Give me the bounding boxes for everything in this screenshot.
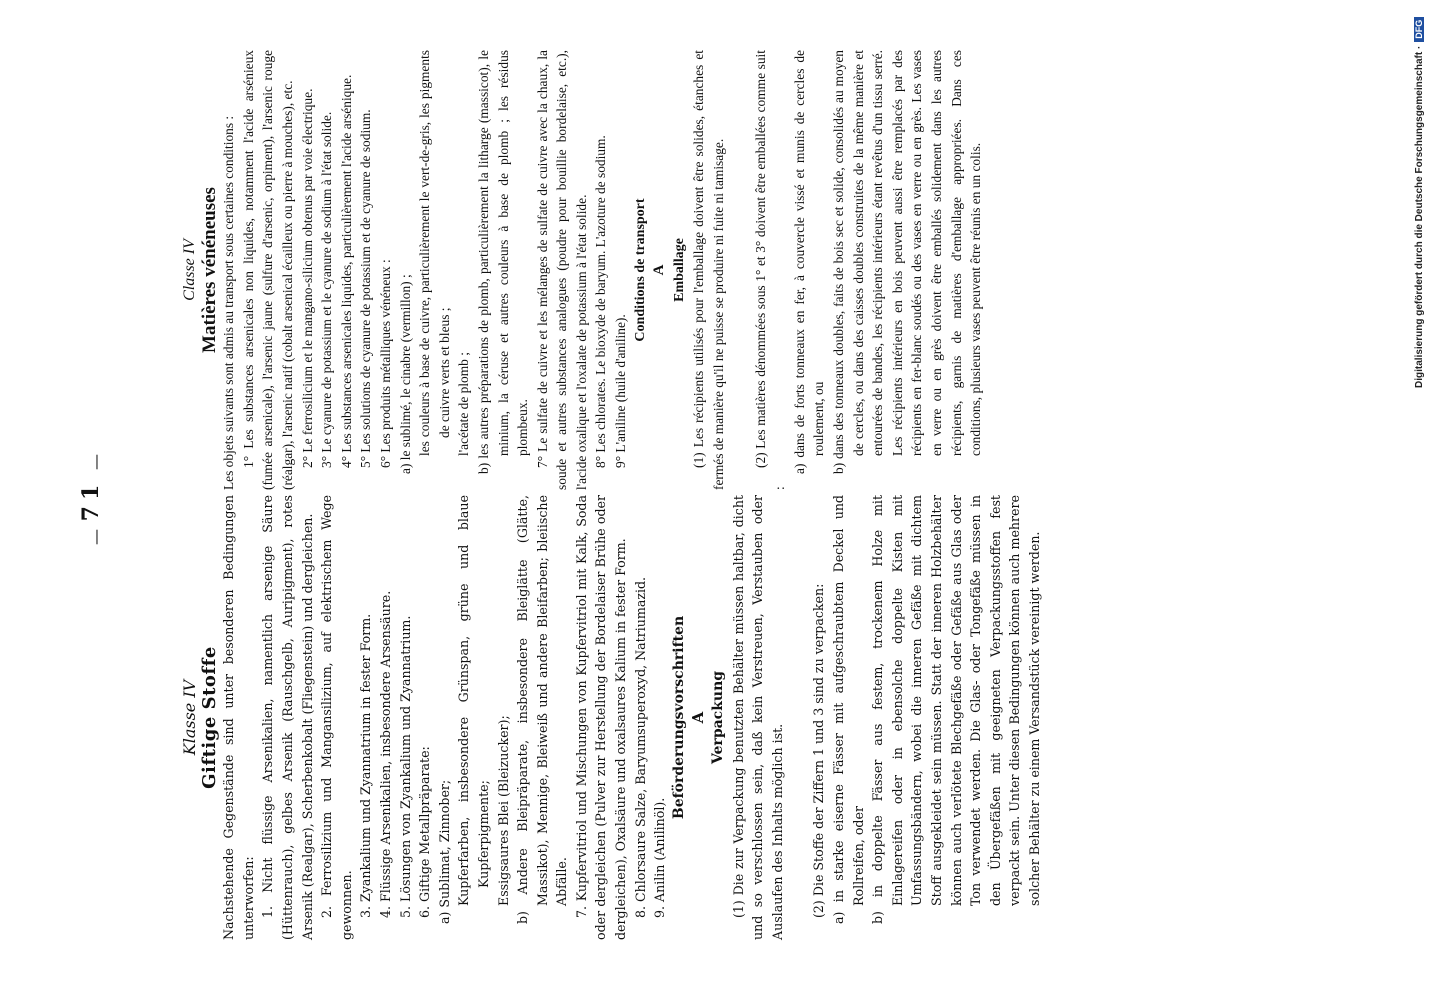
german-item: 4. Flüssige Arsenikalien, insbesondere Arsensäure.: [377, 590, 393, 918]
french-item: 1° Les substances arsenicales non liquides, notamment l'acide arsénieux (fumée arsenicale), l'arsenic jaune (sulfure d'arsenic, orpiment), l'arsenic rouge (réalgar), l'arsenic natif (cobalt arsenical écailleux ou pierre à mouches), etc.: [240, 50, 295, 490]
french-subitem: a) le sublimé, le cinabre (vermillon) ;: [397, 274, 413, 474]
german-title: Giftige Stoffe: [198, 646, 220, 789]
german-section-title: Verpackung: [710, 670, 727, 765]
french-paragraph-2a: a) dans de forts tonneaux en fer, à couvercle vissé et munis de cercles de roulement, ou: [791, 50, 827, 474]
german-item: 8. Chlorsaure Salze, Baryumsuperoxyd, Natriumazid.: [632, 576, 648, 918]
french-paragraph-1: (1) Les récipients utilisés pour l'emballage doivent être solides, étanches et fermés de manière qu'il ne puisse se produire ni fuite ni tamisage.: [691, 50, 727, 490]
german-intro: Nachstehende Gegenstände sind unter besonderen Bedingungen unterworfen:: [221, 495, 256, 940]
french-item: 8° Les chlorates. Le bioxyde de baryum. L'azoture de sodium.: [593, 135, 609, 468]
french-item: 2° Le ferrosilicium et le mangano-silicium obtenus par voie électrique.: [299, 88, 315, 468]
german-subitem: b) Andere Bleipräparate, insbesondere Bleiglätte (Glätte, Massikot), Mennige, Bleiweiß und andere Bleifarben; bleiische Abfälle.: [515, 495, 570, 924]
french-section-title: Emballage: [671, 238, 687, 302]
french-intro: Les objets suivants sont admis au transport sous certaines conditions :: [221, 115, 237, 490]
german-item: 1. Nicht flüssige Arsenikalien, namentlich arsenige Säure (Hüttenrauch), gelbes Arsenik (Rauschgelb, Auripigment), rotes Arsenik (Realgar), Scherbenkobalt (Fliegenstein) und dergleichen.: [260, 495, 315, 940]
digitization-credit-text: Digitalisierung gefördert durch die Deutsche Forschungsgemeinschaft ·: [1414, 45, 1425, 388]
dfg-logo: DFG: [1414, 17, 1424, 42]
page-number: 71: [78, 478, 104, 522]
french-item: 7° Le sulfate de cuivre et les mélanges de sulfate de cuivre avec la chaux, la soude et autres substances analogues (poudre pour bouillie bordelaise, etc.), l'acide oxalique et l'oxalate de potassium à l'état solide.: [534, 50, 589, 490]
french-class-label: Classe IV: [181, 239, 198, 301]
page-dash-left: —: [86, 529, 105, 545]
french-subitem: les couleurs à base de cuivre, particulièrement le vert-de-gris, les pigments de cuivre verts et bleus ;: [417, 50, 452, 456]
german-item: 5. Lösungen von Zyankalium und Zyannatrium.: [397, 615, 413, 918]
german-subitem: Kupferfarben, insbesondere Grünspan, grüne und blaue Kupferpigmente;: [456, 495, 491, 906]
german-class-label: Klasse IV: [180, 679, 199, 756]
page-dash-right: —: [86, 454, 105, 470]
german-conditions-heading: Beförderungsvorschriften: [670, 615, 687, 820]
german-column: [180, 495, 1045, 940]
french-title: Matières vénéneuses: [198, 187, 220, 353]
french-paragraph-2: (2) Les matières dénommées sous 1° et 3° doivent être emballées comme suit :: [752, 50, 788, 490]
french-column: [105, 50, 986, 490]
german-paragraph-2: (2) Die Stoffe der Ziffern 1 und 3 sind zu verpacken:: [811, 583, 827, 918]
german-item: 7. Kupfervitriol und Mischungen von Kupfervitriol mit Kalk, Soda oder dergleichen (Pulver zur Herstellung der Bordelaiser Brühe oder dergleichen), Oxalsäure und oxalsaures Kalium in fester Form.: [573, 495, 629, 940]
french-subitem: l'acétate de plomb ;: [456, 352, 472, 456]
german-paragraph-2a: a) in starke eiserne Fässer mit aufgeschraubtem Deckel und Rollreifen, oder: [831, 495, 866, 924]
digitization-credit: [1414, 0, 1425, 388]
french-item: 3° Le cyanure de potassium et le cyanure de sodium à l'état solide.: [319, 111, 335, 468]
french-paragraph-2b: b) dans des tonneaux doubles, faits de bois sec et solide, consolidés au moyen de cercles, ou dans des caisses doubles construites de la même manière et entourées de bandes, les récipients intérieurs étant revêtus d'un tissu serré. Les récipients intérieurs en bois peuvent aussi être remplacés par des récipients en fer-blanc soudés ou des vases en verre ou en grès. Les vases en verre ou en grès doivent être emballés solidement dans les autres récipients, garnis de matières d'emballage appropriées. Dans ces conditions, plusieurs vases peuvent être réunis en un colis.: [831, 50, 984, 474]
french-subitem: b) les autres préparations de plomb, particulièrement la litharge (massicot), le minium, la céruse et autres couleurs à base de plomb ; les résidus plombeux.: [475, 50, 531, 474]
french-item: 6° Les produits métalliques vénéneux :: [377, 259, 393, 468]
german-item: 2. Ferrosilizium und Mangansilizium, auf elektrischem Wege gewonnen.: [319, 495, 354, 940]
french-conditions-heading: Conditions de transport: [632, 198, 648, 342]
german-subitem: a) Sublimat, Zinnober;: [436, 779, 452, 924]
french-section-letter: A: [651, 264, 668, 276]
german-paragraph-2b: b) in doppelte Fässer aus festem, trockenem Holze mit Einlagereifen oder in ebensolche doppelte Kisten mit Umfassungsbändern, wobei die inneren Gefäße mit dichtem Stoff ausgekleidet sein müssen. Statt der inneren Holzbehälter können auch verlötete Blechgefäße oder Gefäße aus Glas oder Ton verwendet werden. Die Glas- oder Tongefäße müssen in den Übergefäßen mit geeigneten Verpackungsstoffen fest verpackt sein. Unter diesen Bedingungen können auch mehrere solcher Behälter zu einem Versandstück vereinigt werden.: [870, 495, 1042, 924]
german-item: 9. Anilin (Anilinöl).: [652, 797, 668, 918]
german-paragraph-1: (1) Die zur Verpackung benutzten Behälter müssen haltbar, dicht und so verschlossen sein, daß kein Verstreuen, Verstauben oder Auslaufen des Inhalts möglich ist.: [730, 495, 785, 940]
french-item: 4° Les substances arsenicales liquides, particulièrement l'acide arsénique.: [338, 74, 354, 468]
german-item: 6. Giftige Metallpräparate:: [417, 746, 433, 918]
french-item: 9° L'aniline (huile d'aniline).: [613, 314, 629, 468]
german-section-letter: A: [689, 711, 708, 724]
french-item: 5° Les solutions de cyanure de potassium et de cyanure de sodium.: [358, 109, 374, 468]
german-item: 3. Zyankalium und Zyannatrium in fester Form.: [358, 613, 374, 918]
german-subitem: Essigsaures Blei (Bleizucker);: [495, 715, 511, 906]
